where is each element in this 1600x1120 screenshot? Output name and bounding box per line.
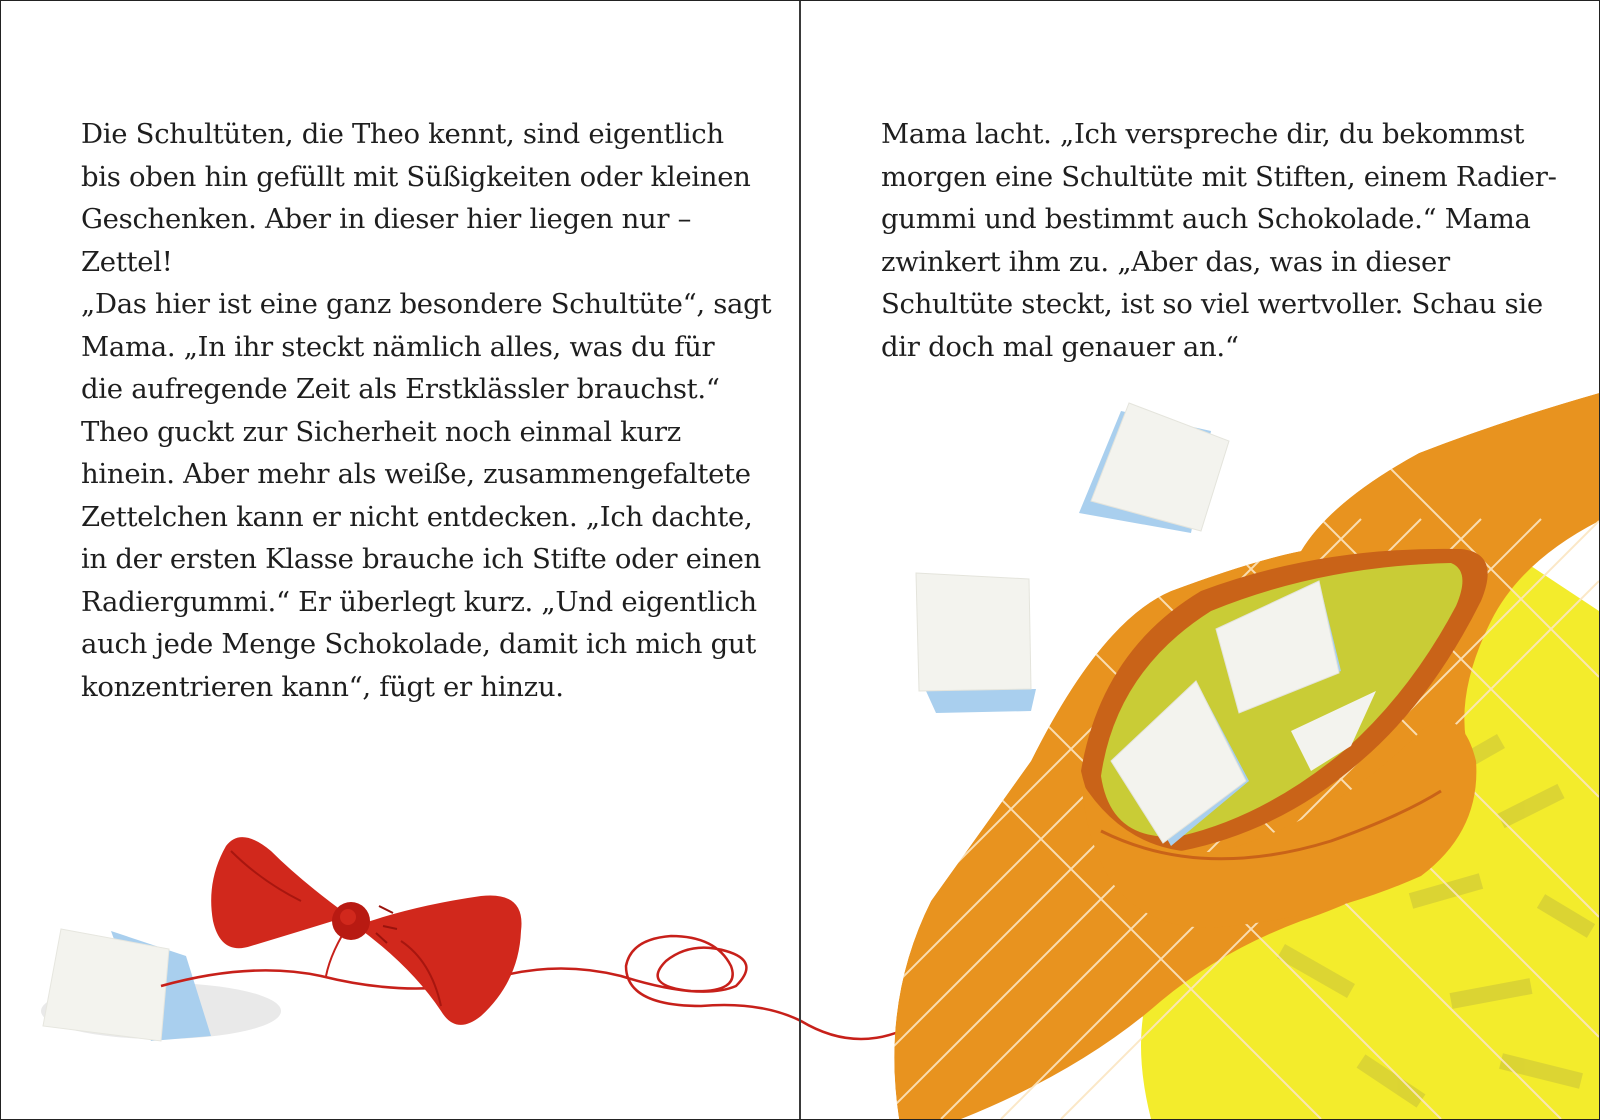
text-line: dir doch mal genauer an.“ xyxy=(881,330,1239,363)
paper-floating-middle xyxy=(916,573,1036,713)
left-page-text xyxy=(81,113,771,708)
text-line: Zettel! xyxy=(81,245,173,278)
text-line: gummi und bestimmt auch Schokolade.“ Mama xyxy=(881,203,1531,235)
text-line: Zettelchen kann er nicht entdecken. „Ich dachte, xyxy=(81,500,753,533)
text-line: die aufregende Zeit als Erstklässler brauchst.“ xyxy=(81,373,720,405)
text-line: Schultüte steckt, ist so viel wertvoller. Schau sie xyxy=(881,288,1543,320)
text-line: in der ersten Klasse brauche ich Stifte oder einen xyxy=(81,543,761,575)
text-line: Mama. „In ihr steckt nämlich alles, was du für xyxy=(81,330,715,363)
text-line: bis oben hin gefüllt mit Süßigkeiten oder kleinen xyxy=(81,160,751,193)
text-line: Geschenken. Aber in dieser hier liegen nur – xyxy=(81,203,692,235)
paper-left xyxy=(43,929,211,1041)
text-line: Radiergummi.“ Er überlegt kurz. „Und eigentlich xyxy=(81,585,757,618)
text-line: „Das hier ist eine ganz besondere Schultüte“, sagt xyxy=(81,288,772,320)
text-line: konzentrieren kann“, fügt er hinzu. xyxy=(81,670,564,703)
text-line: zwinkert ihm zu. „Aber das, was in dieser xyxy=(881,245,1450,278)
text-line: Mama lacht. „Ich verspreche dir, du bekommst xyxy=(881,118,1525,150)
text-line: Theo guckt zur Sicherheit noch einmal kurz xyxy=(81,415,681,448)
text-line: hinein. Aber mehr als weiße, zusammengefaltete xyxy=(81,458,751,490)
right-page-text xyxy=(881,113,1581,368)
paper-floating-top xyxy=(1079,403,1229,533)
text-line: morgen eine Schultüte mit Stiften, einem Radier- xyxy=(881,160,1557,193)
text-line: Die Schultüten, die Theo kennt, sind eigentlich xyxy=(81,118,724,150)
page-gutter xyxy=(799,1,801,1119)
text-line: auch jede Menge Schokolade, damit ich mich gut xyxy=(81,628,757,660)
